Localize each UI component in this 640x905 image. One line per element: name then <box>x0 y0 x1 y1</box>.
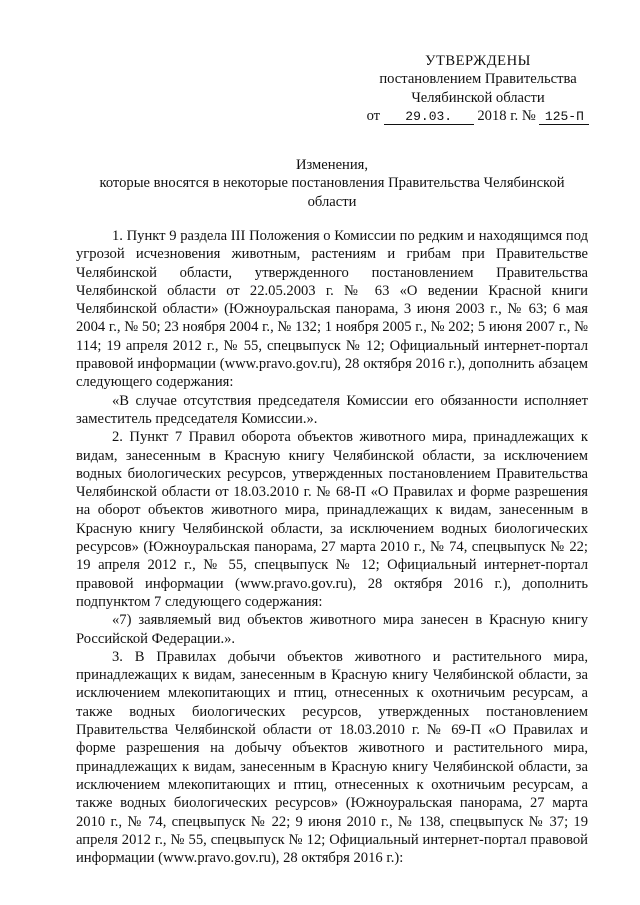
document-heading <box>76 156 588 211</box>
paragraph-2: «В случае отсутствия председателя Комиссии его обязанности исполняет заместитель председателя Комиссии.». <box>76 392 588 427</box>
approval-line-2: Челябинской области <box>411 89 545 106</box>
approval-title: УТВЕРЖДЕНЫ <box>425 53 531 69</box>
page-title: Изменения, <box>295 157 369 173</box>
paragraph-3: 2. Пункт 7 Правил оборота объектов животного мира, принадлежащих к видам, занесенным в Красную книгу Челябинской области, за исключением водных биологических ресурсов, утвержденных постановлением Правительства Челябинской области от 18.03.2010 г. № 68-П «О Правилах и форме разрешения на оборот объектов животного мира, принадлежащих к видам, занесенным в Красную книгу Челябинской области, за исключением водных биологических ресурсов» (Южноуральская панорама, 27 марта 2010 г., № 74, спецвыпуск № 22; 19 апреля 2012 г., № 55, спецвыпуск № 12; Официальный интернет-портал правовой информации (www.pravo.gov.ru), 28 октября 2016 г.), дополнить подпунктом 7 следующего содержания: <box>76 429 588 610</box>
paragraph-5: 3. В Правилах добычи объектов животного и растительного мира, принадлежащих к видам, занесенным в Красную книгу Челябинской области, за исключением млекопитающих и птиц, отнесенных к охотничьим ресурсам, а также водных биологических ресурсов, утвержденных постановлением Правительства Челябинской области от 18.03.2010 г. № 69-П «О Правилах и форме разрешения на добычу объектов животного и растительного мира, принадлежащих к видам, занесенным в Красную книгу Челябинской области, за исключением млекопитающих и птиц, отнесенных к охотничьим ресурсам, а также водных биологических ресурсов» (Южноуральская панорама, 27 марта 2010 г., № 74, спецвыпуск № 22; 9 июня 2010 г., № 138, спецвыпуск № 37; 19 апреля 2012 г., № 55, спецвыпуск № 12; Официальный интернет-портал правовой информации (www.pravo.gov.ru), 28 октября 2016 г.): <box>76 648 588 867</box>
approval-year-label: 2018 г. № <box>477 107 536 124</box>
approval-date-line <box>360 107 596 125</box>
paragraph-4: «7) заявляемый вид объектов животного мира занесен в Красную книгу Российской Федерации.». <box>76 612 588 647</box>
approval-date: 29.03. <box>384 109 474 125</box>
page-subtitle: которые вносятся в некоторые постановления Правительства Челябинской области <box>99 175 565 210</box>
approval-block <box>360 52 596 125</box>
approval-ot-label: от <box>366 107 381 124</box>
approval-line-1: постановлением Правительства <box>379 71 577 88</box>
paragraph-1: 1. Пункт 9 раздела III Положения о Комиссии по редким и находящимся под угрозой исчезновения животным, растениям и грибам при Правительстве Челябинской области, утвержденного постановлением Правительства Челябинской области от 22.05.2003 г. № 63 «О ведении Красной книги Челябинской области» (Южноуральская панорама, 3 июня 2003 г., № 63; 6 мая 2004 г., № 50; 23 ноября 2004 г., № 132; 1 ноября 2005 г., № 202; 5 июня 2007 г., № 114; 19 апреля 2012 г., № 55, спецвыпуск № 12; Официальный интернет-портал правовой информации (www.pravo.gov.ru), 28 октября 2016 г.), дополнить абзацем следующего содержания: <box>76 228 588 391</box>
approval-number: 125-П <box>539 109 589 125</box>
document-body <box>76 227 588 867</box>
